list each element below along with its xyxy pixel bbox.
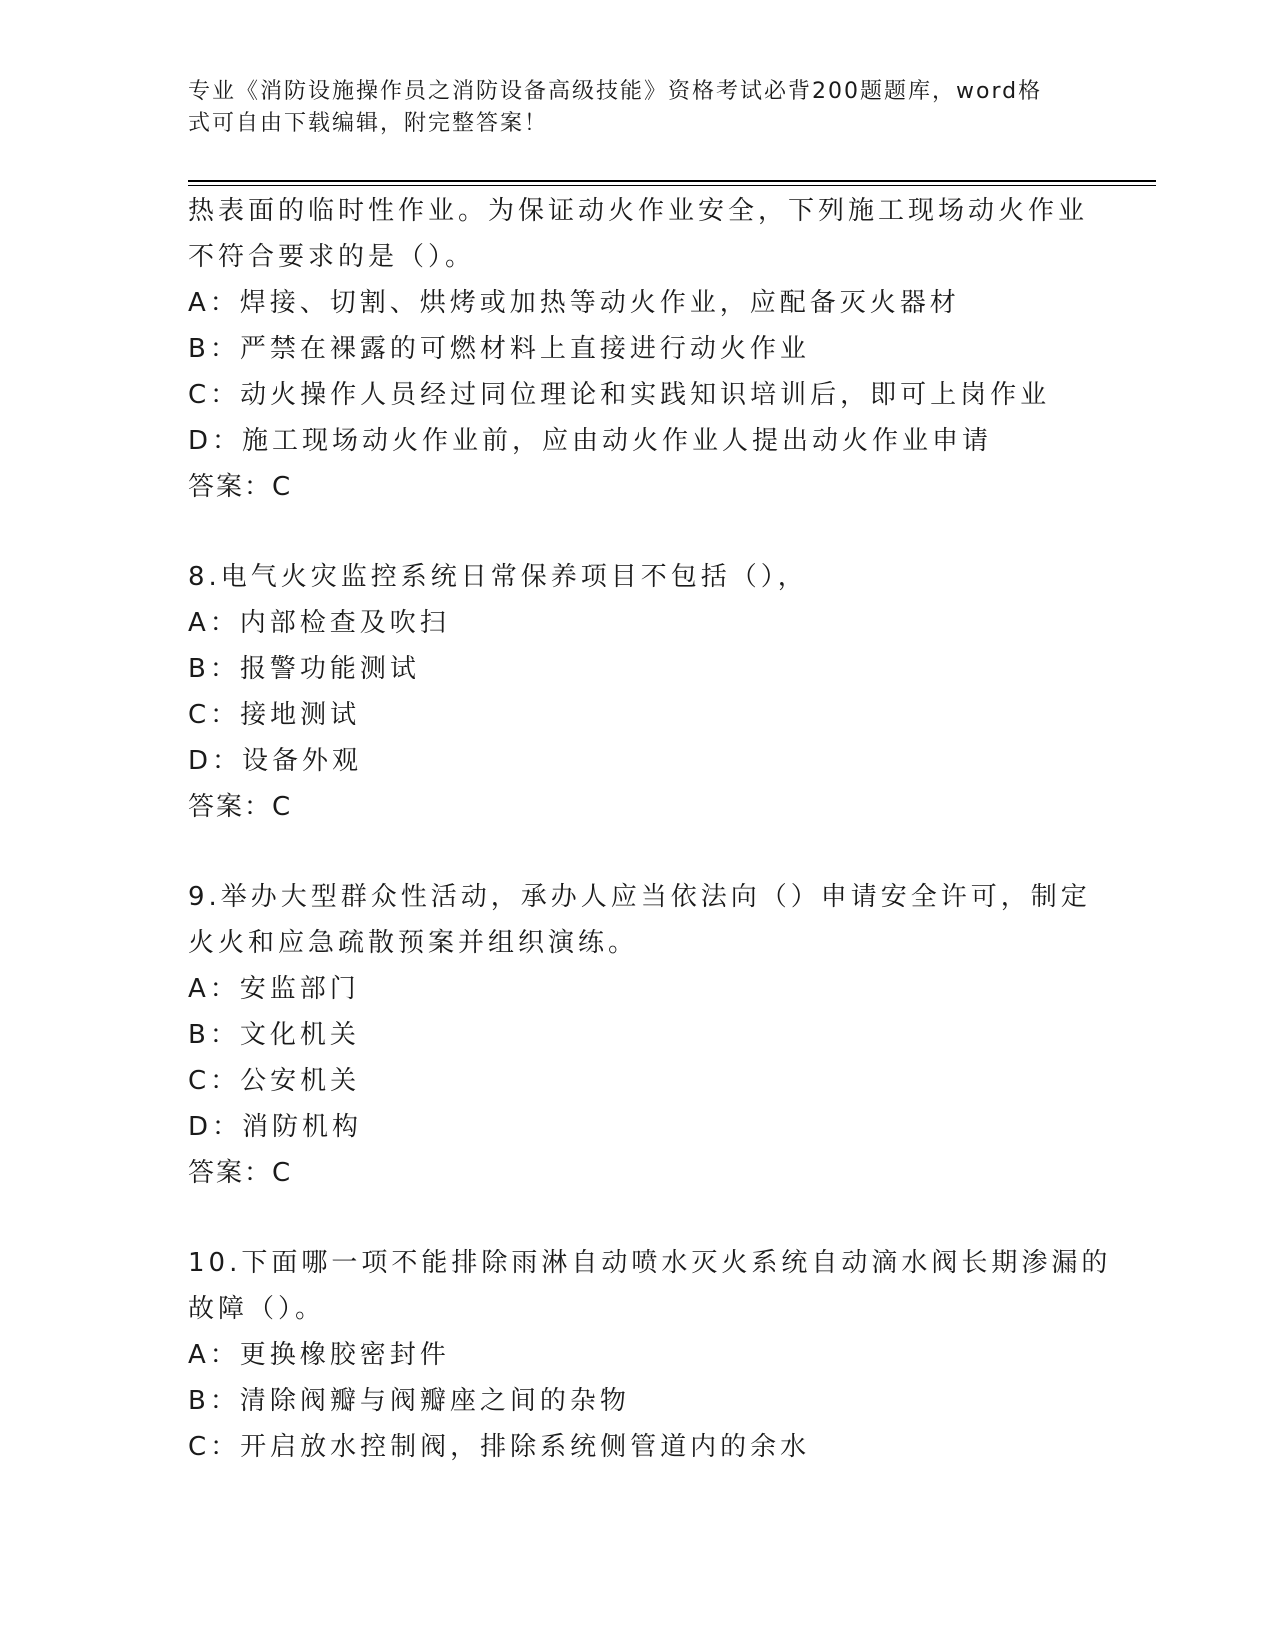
- option-b: B：报警功能测试: [188, 654, 420, 684]
- question-9: [188, 874, 1091, 1196]
- spacer: [188, 1196, 1088, 1240]
- header-divider-thick: [188, 180, 1156, 182]
- header-line-2: 式可自由下载编辑，附完整答案！: [188, 111, 549, 136]
- spacer: [188, 830, 1088, 874]
- option-c: C：开启放水控制阀，排除系统侧管道内的余水: [188, 1432, 811, 1462]
- answer: 答案：C: [188, 792, 293, 822]
- option-a: A：内部检查及吹扫: [188, 608, 450, 638]
- document-header: [188, 76, 1088, 140]
- option-d: D：施工现场动火作业前，应由动火作业人提出动火作业申请: [188, 426, 993, 456]
- question-stem: 10.下面哪一项不能排除雨淋自动喷水灭火系统自动滴水阀长期渗漏的: [188, 1248, 1112, 1278]
- spacer: [188, 510, 1088, 554]
- option-d: D：设备外观: [188, 746, 363, 776]
- question-stem: 故障（）。: [188, 1294, 326, 1324]
- option-c: C：接地测试: [188, 700, 361, 730]
- answer: 答案：C: [188, 472, 293, 502]
- header-line-1: 专业《消防设施操作员之消防设备高级技能》资格考试必背200题题库，word格: [188, 79, 1043, 104]
- option-a: A：安监部门: [188, 974, 360, 1004]
- question-stem: 火火和应急疏散预案并组织演练。: [188, 928, 639, 958]
- question-7: [188, 188, 1088, 510]
- header-divider-thin: [188, 185, 1156, 186]
- question-stem: 不符合要求的是（）。: [188, 242, 476, 272]
- question-content: [188, 188, 1112, 1470]
- option-d: D：消防机构: [188, 1112, 363, 1142]
- option-b: B：清除阀瓣与阀瓣座之间的杂物: [188, 1386, 630, 1416]
- question-stem: 热表面的临时性作业。为保证动火作业安全，下列施工现场动火作业: [188, 196, 1089, 226]
- question-8: [188, 554, 1088, 830]
- option-b: B：严禁在裸露的可燃材料上直接进行动火作业: [188, 334, 810, 364]
- option-a: A：焊接、切割、烘烤或加热等动火作业，应配备灭火器材: [188, 288, 960, 318]
- question-stem: 9.举办大型群众性活动，承办人应当依法向（）申请安全许可，制定: [188, 882, 1091, 912]
- question-10: [188, 1240, 1112, 1470]
- option-c: C：公安机关: [188, 1066, 361, 1096]
- option-a: A：更换橡胶密封件: [188, 1340, 450, 1370]
- option-b: B：文化机关: [188, 1020, 360, 1050]
- answer: 答案：C: [188, 1158, 293, 1188]
- option-c: C：动火操作人员经过同位理论和实践知识培训后，即可上岗作业: [188, 380, 1051, 410]
- question-stem: 8.电气火灾监控系统日常保养项目不包括（），: [188, 562, 808, 592]
